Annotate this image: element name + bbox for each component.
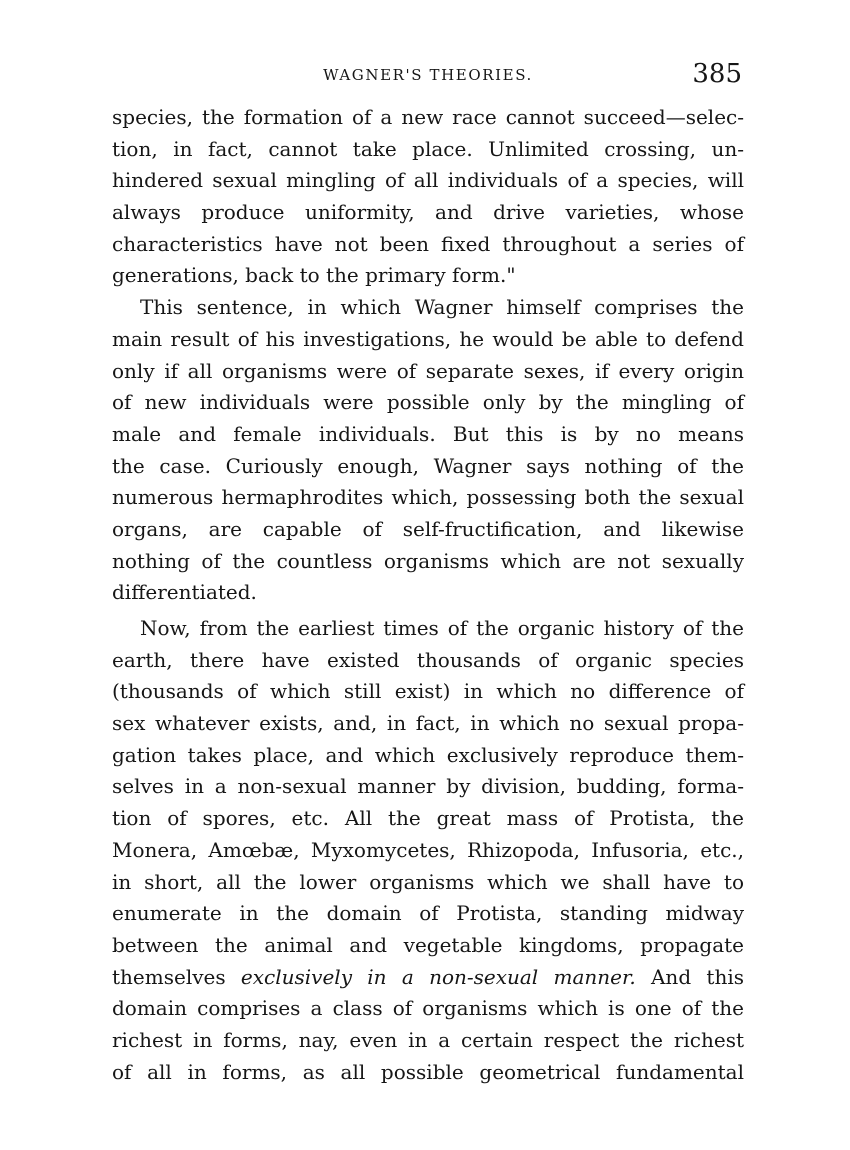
- text-line: domain comprises a class of organisms which is one of the: [112, 996, 744, 1021]
- page-number: 385: [692, 59, 742, 89]
- text-line: generations, back to the primary form.": [112, 263, 516, 288]
- text-line: sex whatever exists, and, in fact, in which no sexual propa-: [112, 711, 744, 736]
- text-line: in short, all the lower organisms which we shall have to: [112, 869, 744, 894]
- text-line: of all in forms, as all possible geometrical fundamental: [112, 1059, 744, 1084]
- text-line: differentiated.: [112, 580, 257, 605]
- text-line: main result of his investigations, he would be able to defend: [112, 326, 744, 351]
- text-line: nothing of the countless organisms which are not sexually: [112, 548, 744, 573]
- emphasis-before: themselves: [112, 964, 241, 989]
- text-line: tion of spores, etc. All the great mass of Protista, the: [112, 806, 744, 831]
- text-line: characteristics have not been fixed throughout a series of: [112, 231, 744, 256]
- text-line: Monera, Amœbæ, Myxomycetes, Rhizopoda, Infusoria, etc.,: [112, 837, 744, 862]
- text-line: always produce uniformity, and drive varieties, whose: [112, 200, 744, 225]
- text-line: earth, there have existed thousands of organic species: [112, 647, 744, 672]
- text-line: selves in a non-sexual manner by division, budding, forma-: [112, 774, 744, 799]
- text-line: only if all organisms were of separate sexes, if every origin: [112, 358, 744, 383]
- text-line: gation takes place, and which exclusively reproduce them-: [112, 742, 744, 767]
- italic-phrase: exclusively in a non-sexual manner.: [240, 964, 636, 989]
- text-line: This sentence, in which Wagner himself comprises the: [140, 295, 744, 320]
- text-line: species, the formation of a new race cannot succeed—selec-: [112, 105, 744, 129]
- text-line: hindered sexual mingling of all individuals of a species, will: [112, 168, 744, 193]
- text-line: Now, from the earliest times of the organic history of the: [140, 616, 744, 640]
- text-line: male and female individuals. But this is by no means: [112, 421, 744, 446]
- text-line: the case. Curiously enough, Wagner says nothing of the: [112, 453, 744, 478]
- text-line: enumerate in the domain of Protista, standing midway: [112, 901, 744, 926]
- running-title: WAGNER'S THEORIES.: [323, 66, 533, 84]
- text-line: between the animal and vegetable kingdoms, propagate: [112, 932, 744, 957]
- text-line: richest in forms, nay, even in a certain respect the richest: [112, 1027, 744, 1052]
- text-line: organs, are capable of self-fructification, and likewise: [112, 516, 744, 541]
- emphasis-after: And this: [635, 964, 744, 989]
- emphasis-line: [112, 962, 744, 994]
- body-text: [112, 102, 744, 1088]
- text-line: of new individuals were possible only by the mingling of: [112, 390, 744, 415]
- text-line: tion, in fact, cannot take place. Unlimited crossing, un-: [112, 136, 744, 161]
- running-head: [112, 58, 744, 94]
- text-line: (thousands of which still exist) in which no difference of: [112, 679, 744, 704]
- text-line: numerous hermaphrodites which, possessing both the sexual: [112, 485, 744, 510]
